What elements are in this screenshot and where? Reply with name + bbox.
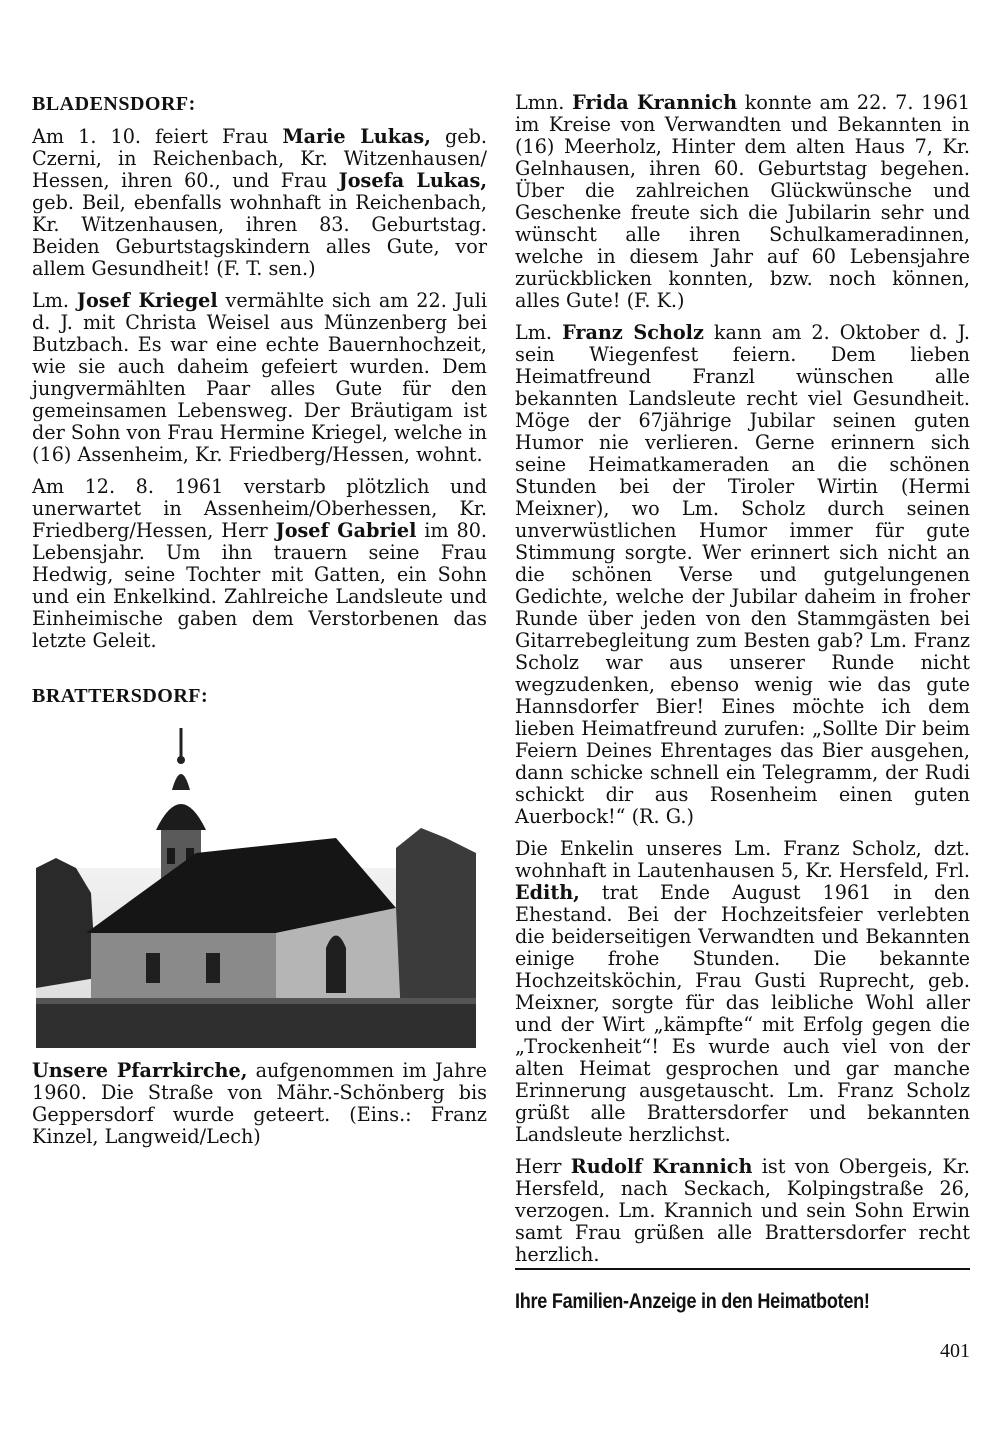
article-rudolf-krannich: Herr Rudolf Krannich ist von Obergeis, Kr. Hersfeld, nach Seckach, Kolpingstraße 26, verzogen. Lm. Krannich und sein Sohn Erwin samt Frau grüßen alle Brattersdorfer recht herzlich. (515, 1155, 970, 1266)
section-heading-brattersdorf: BRATTERSDORF: (32, 685, 209, 707)
divider-rule (515, 1268, 970, 1270)
article-kriegel-wedding: Lm. Josef Kriegel vermählte sich am 22. Juli d. J. mit Christa Weisel aus Münzenberg bei Butzbach. Es war eine echte Bauernhochzeit, wie sie auch daheim gefeiert wurden. Dem jungvermählten Paar alles Gute für den gemeinsamen Lebensweg. Der Bräutigam ist der Sohn von Frau Hermine Kriegel, welche in (16) Assenheim, Kr. Friedberg/Hessen, wohnt. (32, 289, 487, 466)
article-frida-krannich: Lmn. Frida Krannich konnte am 22. 7. 1961 im Kreise von Verwandten und Bekannten in (16) Meerholz, Hinter dem alten Haus 7, Kr. Gelnhausen, ihren 60. Geburtstag begehen. Über die zahlreichen Glückwünsche und Geschenke freute sich die Jubilarin sehr und wünscht alle ihren Schulkameradinnen, welche in diesem Jahr auf 60 Lebensjahre zurückblicken konnten, bzw. noch können, alles Gute! (F. K.) (515, 91, 970, 312)
photo-caption: Unsere Pfarrkirche, aufgenommen im Jahre 1960. Die Straße von Mähr.-Schönberg bis Geppersdorf wurde geteert. (Eins.: Franz Kinzel, Langweid/Lech) (32, 1059, 487, 1148)
right-column (515, 92, 970, 1276)
article-edith-wedding: Die Enkelin unseres Lm. Franz Scholz, dzt. wohnhaft in Lautenhausen 5, Kr. Hersfeld, Frl. Edith, trat Ende August 1961 in den Ehestand. Bei der Hochzeitsfeier verlebten die beiderseitigen Verwandten und Bekannten einige frohe Stunden. Die bekannte Hochzeitsköchin, Frau Gusti Ruprecht, geb. Meixner, sorgte für das leibliche Wohl aller und der Wirt „kämpfte“ mit Erfolg gegen die „Trockenheit“! Es wurde auch viel von der alten Heimat gesprochen und gar manche Erinnerung ausgetauscht. Lm. Franz Scholz grüßt alle Brattersdorfer und bekannten Landsleute herzlichst. (515, 837, 970, 1146)
article-gabriel-obituary: Am 12. 8. 1961 verstarb plötzlich und unerwartet in Assenheim/Oberhessen, Kr. Friedberg/Hessen, Herr Josef Gabriel im 80. Lebensjahr. Um ihn trauern seine Frau Hedwig, seine Tochter mit Gatten, ein Sohn und ein Enkelkind. Zahlreiche Landsleute und Einheimische gaben dem Verstorbenen das letzte Geleit. (32, 475, 488, 652)
church-photo (36, 718, 476, 1048)
family-ad-slogan: Ihre Familien-Anzeige in den Heimatboten! (515, 1290, 870, 1313)
church-photo-illustration (36, 718, 476, 1048)
article-franz-scholz: Lm. Franz Scholz kann am 2. Oktober d. J. sein Wiegenfest feiern. Dem lieben Heimatfreund Franzl wünschen alle bekannten Landsleute recht viel Gesundheit. Möge der 67jährige Jubilar seinen guten Humor nie verlieren. Gerne erinnern sich seine Heimatkameraden an die schönen Stunden bei der Tiroler Wirtin (Hermi Meixner), wo Lm. Scholz durch seinen unverwüstlichen Humor immer für gute Stimmung sorgte. Wer erinnert sich nicht an die schönen Verse und gutgelungenen Gedichte, welche der Jubilar daheim in froher Runde über jeden von den Stammgästen bei Gitarrebegleitung zum Besten gab? Lm. Franz Scholz war aus unserer Runde nicht wegzudenken, ebenso wenig wie das gute Hannsdorfer Bier! Eines möchte ich dem lieben Heimatfreund zurufen: „Sollte Dir beim Feiern Deines Ehrentages das Bier ausgehen, dann schicke schnell ein Telegramm, der Rudi schickt dir aus Rosenheim einen guten Auerbock!“ (R. G.) (515, 321, 970, 828)
section-heading-bladensdorf: BLADENSDORF: (32, 93, 196, 115)
left-column (32, 92, 487, 1148)
page-number: 401 (940, 1340, 970, 1362)
article-lukas-birthdays: Am 1. 10. feiert Frau Marie Lukas, geb. Czerni, in Reichenbach, Kr. Witzenhausen/ Hessen, ihren 60., und Frau Josefa Lukas, geb. Beil, ebenfalls wohnhaft in Reichenbach, Kr. Witzenhausen, ihren 83. Geburtstag. Beiden Geburtstagskindern alles Gute, vor allem Gesundheit! (F. T. sen.) (32, 125, 487, 280)
